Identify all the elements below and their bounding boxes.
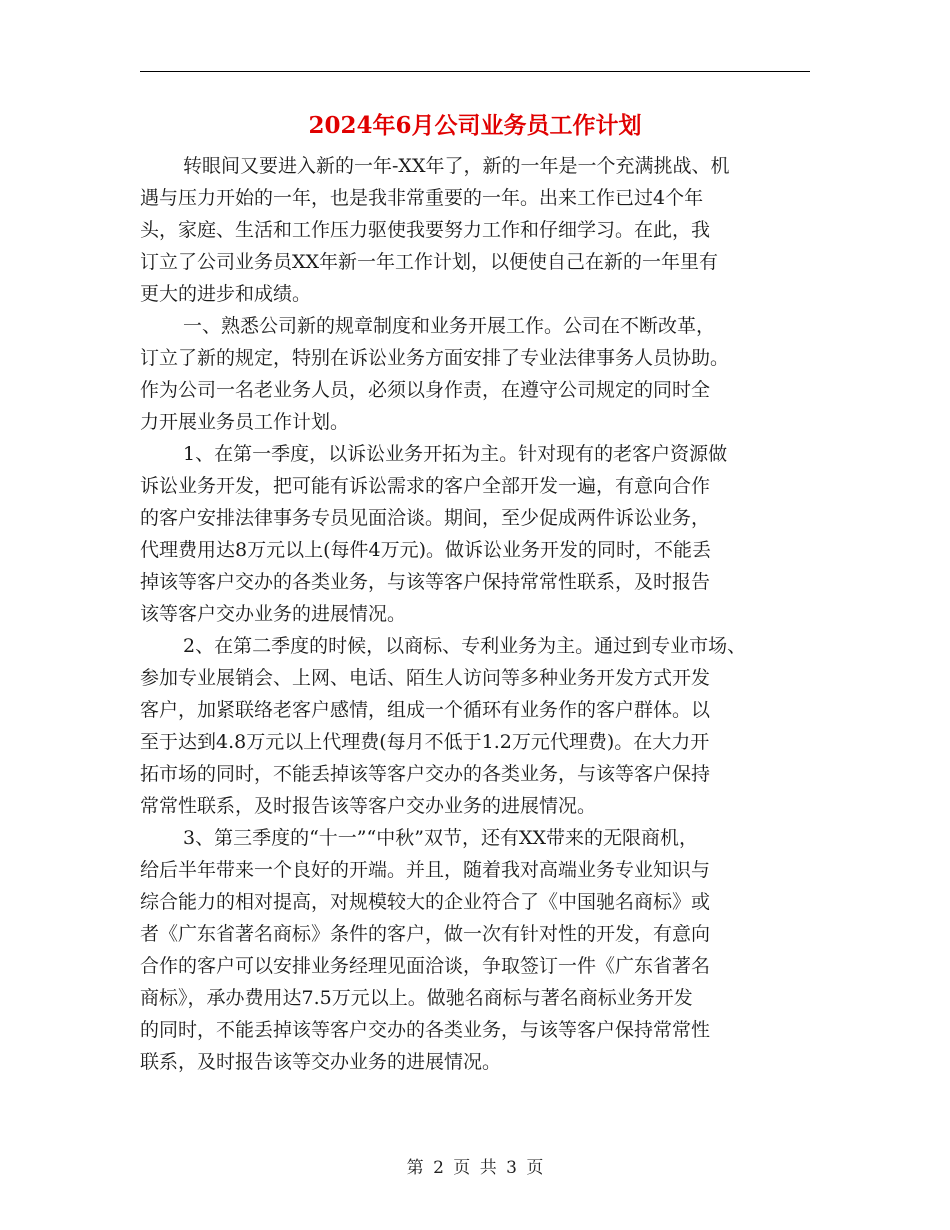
paragraph-line: 订立了新的规定，特别在诉讼业务方面安排了专业法律事务人员协助。 xyxy=(140,347,730,369)
paragraph-line: 3、第三季度的“十一”“中秋”双节，还有XX带来的无限商机， xyxy=(183,827,698,849)
paragraph-line: 遇与压力开始的一年，也是我非常重要的一年。出来工作已过4个年 xyxy=(140,187,704,209)
paragraph xyxy=(140,310,812,438)
paragraph-line: 掉该等客户交办的各类业务，与该等客户保持常常性联系，及时报告 xyxy=(140,571,711,593)
footer-page-total: 3 xyxy=(506,1158,517,1178)
header-rule xyxy=(140,71,810,72)
footer-page-suffix: 页 xyxy=(526,1158,544,1178)
paragraph xyxy=(140,822,812,1078)
page-footer xyxy=(0,1153,950,1178)
paragraph xyxy=(140,630,812,822)
paragraph xyxy=(140,150,812,310)
paragraph-line: 作为公司一名老业务人员，必须以身作责，在遵守公司规定的同时全 xyxy=(140,379,711,401)
paragraph-line: 力开展业务员工作计划。 xyxy=(140,411,350,433)
paragraph-line: 商标》，承办费用达7.5万元以上。做驰名商标与著名商标业务开发 xyxy=(140,987,693,1009)
paragraph-line: 2、在第二季度的时候，以商标、专利业务为主。通过到专业市场、 xyxy=(183,635,747,657)
paragraph-line: 客户，加紧联络老客户感情，组成一个循环有业务作的客户群体。以 xyxy=(140,699,711,721)
footer-page-total-prefix: 共 xyxy=(479,1158,497,1178)
paragraph-line: 合作的客户可以安排业务经理见面洽谈，争取签订一件《广东省著名 xyxy=(140,955,711,977)
paragraph-line: 头，家庭、生活和工作压力驱使我要努力工作和仔细学习。在此，我 xyxy=(140,219,711,241)
document-title: 2024年6月公司业务员工作计划 xyxy=(308,112,642,139)
paragraph xyxy=(140,438,812,630)
paragraph-line: 联系，及时报告该等交办业务的进展情况。 xyxy=(140,1051,502,1073)
paragraph-line: 该等客户交办业务的进展情况。 xyxy=(140,603,407,625)
paragraph-line: 代理费用达8万元以上(每件4万元)。做诉讼业务开发的同时，不能丢 xyxy=(140,539,712,561)
paragraph-line: 订立了公司业务员XX年新一年工作计划，以便使自己在新的一年里有 xyxy=(140,251,719,273)
paragraph-line: 常常性联系，及时报告该等客户交办业务的进展情况。 xyxy=(140,795,597,817)
paragraph-line: 的客户安排法律事务专员见面洽谈。期间，至少促成两件诉讼业务， xyxy=(140,507,711,529)
footer-page-current: 2 xyxy=(433,1158,444,1178)
document-body xyxy=(140,150,812,1078)
paragraph-line: 给后半年带来一个良好的开端。并且，随着我对高端业务专业知识与 xyxy=(140,859,711,881)
paragraph-line: 至于达到4.8万元以上代理费(每月不低于1.2万元代理费)。在大力开 xyxy=(140,731,710,753)
paragraph-line: 参加专业展销会、上网、电话、陌生人访问等多种业务开发方式开发 xyxy=(140,667,711,689)
footer-page-mid: 页 xyxy=(453,1158,471,1178)
paragraph-line: 1、在第一季度，以诉讼业务开拓为主。针对现有的老客户资源做 xyxy=(183,443,728,465)
paragraph-line: 的同时，不能丢掉该等客户交办的各类业务，与该等客户保持常常性 xyxy=(140,1019,711,1041)
paragraph-line: 诉讼业务开发，把可能有诉讼需求的客户全部开发一遍，有意向合作 xyxy=(140,475,711,497)
paragraph-line: 者《广东省著名商标》条件的客户，做一次有针对性的开发，有意向 xyxy=(140,923,711,945)
paragraph-line: 一、熟悉公司新的规章制度和业务开展工作。公司在不断改革， xyxy=(183,315,716,337)
paragraph-line: 转眼间又要进入新的一年-XX年了，新的一年是一个充满挑战、机 xyxy=(183,155,730,177)
paragraph-line: 更大的进步和成绩。 xyxy=(140,283,312,305)
paragraph-line: 综合能力的相对提高，对规模较大的企业符合了《中国驰名商标》或 xyxy=(140,891,711,913)
paragraph-line: 拓市场的同时，不能丢掉该等客户交办的各类业务，与该等客户保持 xyxy=(140,763,711,785)
footer-page-prefix: 第 xyxy=(406,1158,424,1178)
